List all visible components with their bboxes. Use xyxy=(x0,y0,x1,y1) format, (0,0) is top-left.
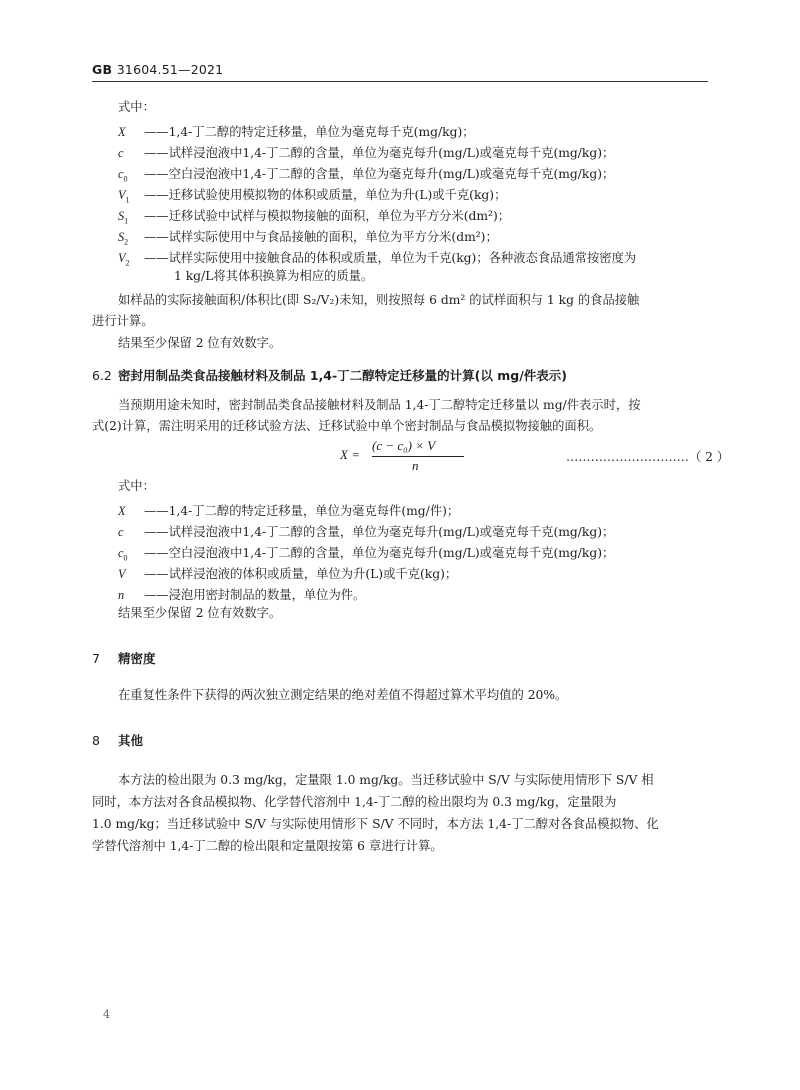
definition-row xyxy=(118,143,614,162)
standard-header xyxy=(92,62,223,77)
formula-numerator: (c − c₀) × V xyxy=(372,438,436,453)
definition-symbol: V xyxy=(118,567,126,581)
paragraph-line: 进行计算。 xyxy=(92,314,154,328)
definition-text: ——1,4-丁二醇的特定迁移量，单位为毫克每千克(mg/kg)； xyxy=(144,125,475,139)
definition-row xyxy=(118,248,636,267)
definition-symbol: $S_2$ xyxy=(118,230,129,247)
definition-row xyxy=(118,122,475,141)
definition-text: ——迁移试验使用模拟物的体积或质量，单位为升(L)或千克(kg)； xyxy=(144,188,507,202)
definition-symbol: $c_0$ xyxy=(118,546,128,563)
definition-symbol: c xyxy=(118,146,124,160)
paragraph-line: 式(2)计算，需注明采用的迁移试验方法、迁移试验中单个密封制品与食品模拟物接触的面积。 xyxy=(92,419,602,433)
definition-symbol: n xyxy=(118,588,125,602)
paragraph-line: 在重复性条件下获得的两次独立测定结果的绝对差值不得超过算术平均值的 20%。 xyxy=(118,688,568,702)
paragraph-line: 同时，本方法对各食品模拟物、化学替代溶剂中 1,4-丁二醇的检出限均为 0.3 mg/kg，定量限为 xyxy=(92,795,617,809)
section-heading-8: 8 其他 xyxy=(92,733,144,748)
definition-text: ——试样浸泡液中1,4-丁二醇的含量，单位为毫克每升(mg/L)或毫克每千克(mg/kg)； xyxy=(144,146,615,160)
standard-code: GB xyxy=(92,62,113,77)
standard-number: 31604.51—2021 xyxy=(116,62,224,77)
definition-symbol: $V_1$ xyxy=(118,188,130,205)
definition-text: ——空白浸泡液中1,4-丁二醇的含量，单位为毫克每升(mg/L)或毫克每千克(mg/kg)； xyxy=(144,546,615,560)
where-label: 式中： xyxy=(118,100,155,114)
fraction-bar xyxy=(372,456,464,457)
definition-row xyxy=(118,206,510,225)
significant-figures-note: 结果至少保留 2 位有效数字。 xyxy=(118,336,282,350)
definition-symbol: X xyxy=(118,125,126,139)
definition-text: ——试样浸泡液中1,4-丁二醇的含量，单位为毫克每升(mg/L)或毫克每千克(mg/kg)； xyxy=(144,525,615,539)
definition-row xyxy=(118,585,365,604)
section-heading-7: 7 精密度 xyxy=(92,651,156,666)
paragraph-line: 本方法的检出限为 0.3 mg/kg，定量限 1.0 mg/kg。当迁移试验中 S/V 与实际使用情形下 S/V 相 xyxy=(118,773,654,787)
definition-symbol: $V_2$ xyxy=(118,251,130,268)
formula-denominator: n xyxy=(412,458,419,473)
definition-symbol: $S_1$ xyxy=(118,209,129,226)
definition-text: ——浸泡用密封制品的数量，单位为件。 xyxy=(144,588,366,602)
definition-continuation: 1 kg/L将其体积换算为相应的质量。 xyxy=(174,269,374,283)
definition-row xyxy=(118,501,459,520)
definition-row xyxy=(118,185,506,204)
page-number: 4 xyxy=(103,1008,110,1021)
definition-text: ——空白浸泡液中1,4-丁二醇的含量，单位为毫克每升(mg/L)或毫克每千克(mg/kg)； xyxy=(144,167,615,181)
equation-number: …………………………（ 2 ） xyxy=(566,450,730,464)
section-title: 密封用制品类食品接触材料及制品 1,4-丁二醇特定迁移量的计算(以 mg/件表示) xyxy=(118,368,568,383)
formula-lhs: X = xyxy=(340,447,360,462)
definition-text: ——1,4-丁二醇的特定迁移量，单位为毫克每件(mg/件)； xyxy=(144,504,460,518)
definition-text: ——试样浸泡液的体积或质量，单位为升(L)或千克(kg)； xyxy=(144,567,458,581)
definition-text: ——试样实际使用中与食品接触的面积，单位为平方分米(dm²)； xyxy=(144,230,498,244)
paragraph-line: 如样品的实际接触面积/体积比(即 S₂/V₂)未知，则按照每 6 dm² 的试样面积与 1 kg 的食品接触 xyxy=(118,293,640,307)
definition-row xyxy=(118,164,614,183)
significant-figures-note: 结果至少保留 2 位有效数字。 xyxy=(118,606,282,620)
definition-row xyxy=(118,543,614,562)
definition-row xyxy=(118,227,498,246)
section-title: 精密度 xyxy=(118,651,156,666)
definition-row xyxy=(118,564,457,583)
paragraph-line: 1.0 mg/kg；当迁移试验中 S/V 与实际使用情形下 S/V 不同时，本方法 1,4-丁二醇对各食品模拟物、化 xyxy=(92,817,659,831)
definition-symbol: X xyxy=(118,504,126,518)
definition-text: ——试样实际使用中接触食品的体积或质量，单位为千克(kg)；各种液态食品通常按密度为 xyxy=(144,251,637,265)
where-label: 式中： xyxy=(118,479,155,493)
definition-row xyxy=(118,522,614,541)
definition-text: ——迁移试验中试样与模拟物接触的面积，单位为平方分米(dm²)； xyxy=(144,209,511,223)
header-rule xyxy=(92,81,708,82)
paragraph-line: 学替代溶剂中 1,4-丁二醇的检出限和定量限按第 6 章进行计算。 xyxy=(92,839,443,853)
equation-2 xyxy=(340,438,460,474)
definition-symbol: $c_0$ xyxy=(118,167,128,184)
section-title: 其他 xyxy=(118,733,144,748)
definition-symbol: c xyxy=(118,525,124,539)
paragraph-line: 当预期用途未知时，密封制品类食品接触材料及制品 1,4-丁二醇特定迁移量以 mg/件表示时，按 xyxy=(118,398,641,412)
section-heading-6-2: 6.2 密封用制品类食品接触材料及制品 1,4-丁二醇特定迁移量的计算(以 mg/件表示) xyxy=(92,368,568,383)
